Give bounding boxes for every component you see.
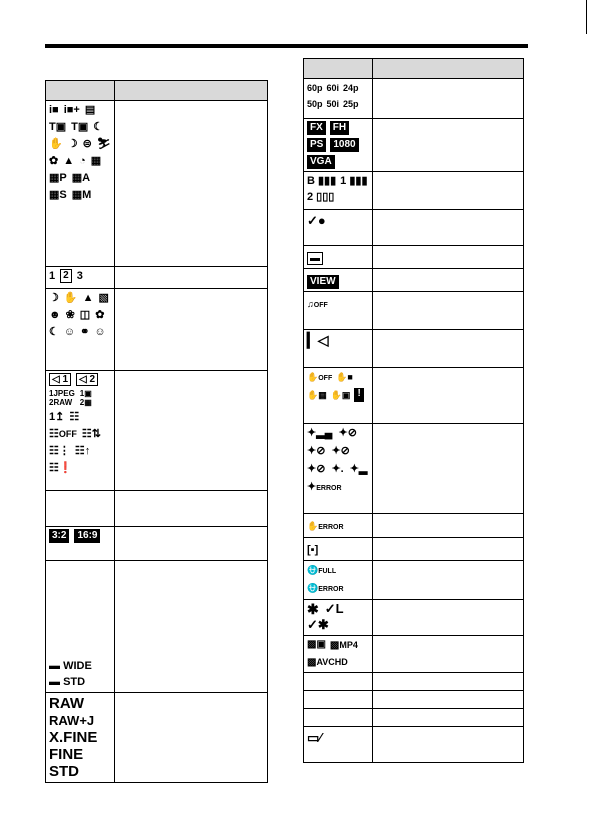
icon-cell xyxy=(304,368,373,424)
gps-signal-icon: ✦▂▄ xyxy=(307,427,333,439)
wifi-transfer-icon: ☷⇅ xyxy=(81,428,101,440)
table-row xyxy=(46,101,268,267)
description-cell xyxy=(373,330,524,368)
right-icon-table xyxy=(303,58,524,763)
right-header-cell-1 xyxy=(304,59,373,79)
night-portrait-icon: ☾ xyxy=(93,121,104,133)
description-cell xyxy=(373,561,524,600)
page-edge-mark xyxy=(586,0,587,34)
description-cell xyxy=(115,693,268,783)
quality-raw-label: RAW xyxy=(49,695,84,712)
night-portrait-icon: ☾ xyxy=(49,326,59,338)
movie-m-icon: ▦M xyxy=(71,189,92,201)
night-scene-icon: ☽ xyxy=(67,138,78,150)
night-scene-icon: ☽ xyxy=(49,292,59,304)
table-row xyxy=(304,330,524,368)
icon-cell xyxy=(304,330,373,368)
icon-cell xyxy=(304,673,373,691)
record-setting-1080-icon: 1080 xyxy=(330,138,358,152)
icon-cell xyxy=(304,424,373,514)
quality-fine-label: FINE xyxy=(49,746,84,763)
wifi-icon: ☷ xyxy=(69,411,80,423)
description-cell xyxy=(373,424,524,514)
icon-cell xyxy=(304,636,373,673)
description-cell xyxy=(373,673,524,691)
description-cell xyxy=(373,691,524,709)
table-row xyxy=(304,210,524,246)
table-row xyxy=(304,709,524,727)
table-row xyxy=(46,289,268,371)
gps-searching-icon: ✦⊘ xyxy=(307,445,326,457)
record-still-movie-icon: 1▣ 2▦ xyxy=(79,389,92,407)
icon-cell xyxy=(304,210,373,246)
intelligent-auto-icon: i■ xyxy=(49,104,59,116)
battery-1-icon: 1 ▮▮▮ xyxy=(340,175,368,187)
description-cell xyxy=(373,636,524,673)
overheat-icon: [▪] xyxy=(307,544,319,556)
table-row xyxy=(46,491,268,527)
panorama-std-icon: ▬ STD xyxy=(49,676,86,688)
table-row xyxy=(46,527,268,561)
icon-cell xyxy=(304,292,373,330)
low-light-icon: ☺ xyxy=(94,326,106,338)
description-cell xyxy=(115,267,268,289)
landscape-icon: ▲ xyxy=(63,155,75,167)
battery-2-icon: 2 ▯▯▯ xyxy=(307,191,335,203)
table-row xyxy=(46,371,268,491)
memory-recall-2-icon: 2 xyxy=(60,269,72,283)
gps-strong-icon: ✦▂ xyxy=(349,463,368,475)
description-cell xyxy=(115,289,268,371)
no-battery-icon: ▭∕ xyxy=(307,730,322,745)
ae-lock-icon: ✱ xyxy=(307,601,319,617)
backlight-portrait-icon: ▧ xyxy=(98,292,109,304)
right-header-cell-2 xyxy=(373,59,524,79)
frame-rate-24p-icon: 24p xyxy=(343,83,359,93)
table-row xyxy=(304,727,524,763)
icon-cell xyxy=(46,561,115,693)
record-jpeg-raw-icon: 1JPEG 2RAW xyxy=(49,389,75,407)
database-full-icon: ⛎FULL xyxy=(307,565,337,575)
sunset-icon: ⊜ xyxy=(82,138,92,150)
movie-auto-icon: ▦ xyxy=(90,155,102,167)
frame-rate-50p-icon: 50p xyxy=(307,99,323,109)
flash-charging-icon: ✓● xyxy=(307,213,326,228)
portrait-group-icon: ☻ xyxy=(49,309,61,321)
wifi-error-icon: ☷❗ xyxy=(49,462,73,474)
description-cell xyxy=(373,368,524,424)
table-row xyxy=(304,691,524,709)
tele-zoom-2-icon: T▣ xyxy=(71,121,89,133)
mic-off-icon: ♫OFF xyxy=(307,299,328,309)
description-cell xyxy=(373,292,524,330)
icon-cell xyxy=(304,246,373,269)
description-cell xyxy=(373,727,524,763)
left-header-cell-2 xyxy=(115,81,268,101)
icon-cell xyxy=(304,727,373,763)
table-row xyxy=(304,424,524,514)
database-error-icon: ⛎ERROR xyxy=(307,583,344,593)
table-row xyxy=(304,636,524,673)
description-cell xyxy=(373,709,524,727)
wifi-standby-icon: ☷⋮ xyxy=(49,445,70,457)
sports-action-icon: ◔ xyxy=(79,155,86,167)
gps-dim-icon: ✦⊘ xyxy=(307,463,326,475)
table-row xyxy=(304,368,524,424)
icon-cell xyxy=(304,514,373,538)
battery-b-icon: B ▮▮▮ xyxy=(307,175,337,187)
quality-std-label: STD xyxy=(49,763,79,780)
table-row xyxy=(46,267,268,289)
steadyshot-lens-icon: ✋▣ xyxy=(330,390,351,400)
panorama-wide-icon: ▬ WIDE xyxy=(49,660,92,672)
table-row xyxy=(304,292,524,330)
icon-cell xyxy=(304,172,373,210)
description-cell xyxy=(115,101,268,267)
tele-zoom-icon: T▣ xyxy=(49,121,67,133)
icon-cell xyxy=(46,289,115,371)
table-row xyxy=(304,561,524,600)
aspect-ratio-16-9-icon: 16:9 xyxy=(74,529,100,543)
icon-cell xyxy=(46,267,115,289)
table-row xyxy=(304,119,524,172)
description-cell xyxy=(115,527,268,561)
view-mode-avchd-icon: ▩AVCHD xyxy=(307,657,348,668)
description-cell xyxy=(373,210,524,246)
wind-noise-reduction-icon: ▎◁ xyxy=(307,332,329,348)
panorama-icon: ▤ xyxy=(84,104,96,116)
portrait-icon: ☺ xyxy=(63,326,76,338)
description-cell xyxy=(373,538,524,561)
steadyshot-movie-icon: ✋▦ xyxy=(307,390,327,400)
icon-cell xyxy=(304,79,373,119)
landscape-icon: ▲ xyxy=(82,292,94,304)
record-1-2-icon: 1↥ xyxy=(49,411,65,423)
steadyshot-camera-icon: ✋■ xyxy=(336,372,353,382)
icon-cell xyxy=(46,693,115,783)
table-row xyxy=(304,246,524,269)
table-row xyxy=(304,538,524,561)
description-cell xyxy=(115,371,268,491)
description-cell xyxy=(373,514,524,538)
description-cell xyxy=(373,79,524,119)
icon-cell xyxy=(304,600,373,636)
movie-p-icon: ▦P xyxy=(49,172,67,184)
frame-rate-60i-icon: 60i xyxy=(326,83,340,93)
table-row xyxy=(304,79,524,119)
steadyshot-error-icon: ✋ERROR xyxy=(307,521,344,531)
description-cell xyxy=(373,246,524,269)
record-setting-fh-icon: FH xyxy=(330,121,349,135)
view-mode-still-icon: ▩▣ xyxy=(307,639,326,650)
icon-cell xyxy=(304,269,373,292)
quality-xfine-label: X.FINE xyxy=(49,729,98,746)
memory-recall-3-icon: 3 xyxy=(76,270,83,282)
infant-icon: ❀ xyxy=(65,309,75,321)
record-setting-fx-icon: FX xyxy=(307,121,326,135)
icon-cell xyxy=(46,527,115,561)
sports-icon: ⛷ xyxy=(96,138,111,150)
media-slot-1-icon: ◁ 1 xyxy=(49,373,71,386)
table-row xyxy=(304,172,524,210)
movie-a-icon: ▦A xyxy=(71,172,91,184)
record-setting-ps-icon: PS xyxy=(307,138,326,152)
icon-cell xyxy=(304,691,373,709)
macro-icon: ✿ xyxy=(49,155,59,167)
icon-cell xyxy=(46,491,115,527)
warning-icon: ! xyxy=(354,388,363,402)
aspect-ratio-3-2-icon: 3:2 xyxy=(49,529,69,543)
handheld-night-icon: ✋ xyxy=(63,292,78,304)
description-cell xyxy=(373,119,524,172)
description-cell xyxy=(373,600,524,636)
description-cell xyxy=(115,561,268,693)
gps-off-icon: ✦⊘ xyxy=(338,427,357,439)
steadyshot-off-icon: ✋OFF xyxy=(307,372,333,382)
flash-ae-lock-icon: ✓✱ xyxy=(307,617,329,632)
wifi-upload-icon: ☷↑ xyxy=(74,445,91,457)
table-row xyxy=(304,269,524,292)
gps-no-signal-icon: ✦⊘ xyxy=(331,445,350,457)
icon-cell xyxy=(304,538,373,561)
left-header-cell-1 xyxy=(46,81,115,101)
handheld-icon: ✋ xyxy=(49,138,63,150)
description-cell xyxy=(373,172,524,210)
header-rule xyxy=(45,44,528,48)
description-cell xyxy=(373,269,524,292)
icon-cell xyxy=(46,101,115,267)
movie-s-icon: ▦S xyxy=(49,189,67,201)
frame-rate-60p-icon: 60p xyxy=(307,83,323,93)
table-row xyxy=(304,600,524,636)
table-row xyxy=(46,561,268,693)
left-icon-table xyxy=(45,80,268,783)
frame-rate-25p-icon: 25p xyxy=(343,99,359,109)
backlight-icon: ◫ xyxy=(79,309,91,321)
gps-error-icon: ✦ERROR xyxy=(307,481,342,493)
table-row xyxy=(304,673,524,691)
media-slot-2-icon: ◁ 2 xyxy=(76,373,98,386)
flash-lock-icon: ✓L xyxy=(324,601,344,616)
quality-raw-j-label: RAW+J xyxy=(49,713,95,728)
monitor-off-icon: ▬ xyxy=(307,252,323,265)
view-mode-mp4-icon: ▩MP4 xyxy=(329,640,358,651)
wifi-off-icon: ☷OFF xyxy=(49,428,77,440)
gps-weak-icon: ✦. xyxy=(331,463,344,475)
setting-effect-off-icon: VIEW xyxy=(307,275,339,289)
macro-icon: ✿ xyxy=(95,309,105,321)
table-row xyxy=(304,514,524,538)
icon-cell xyxy=(304,709,373,727)
icon-cell xyxy=(46,371,115,491)
memory-recall-1-icon: 1 xyxy=(49,270,56,282)
spotlight-icon: ⚭ xyxy=(80,326,90,338)
description-cell xyxy=(115,491,268,527)
table-row xyxy=(46,693,268,783)
icon-cell xyxy=(304,561,373,600)
frame-rate-50i-icon: 50i xyxy=(326,99,340,109)
icon-cell xyxy=(304,119,373,172)
record-setting-vga-icon: VGA xyxy=(307,155,335,169)
superior-auto-icon: i■+ xyxy=(63,104,80,116)
